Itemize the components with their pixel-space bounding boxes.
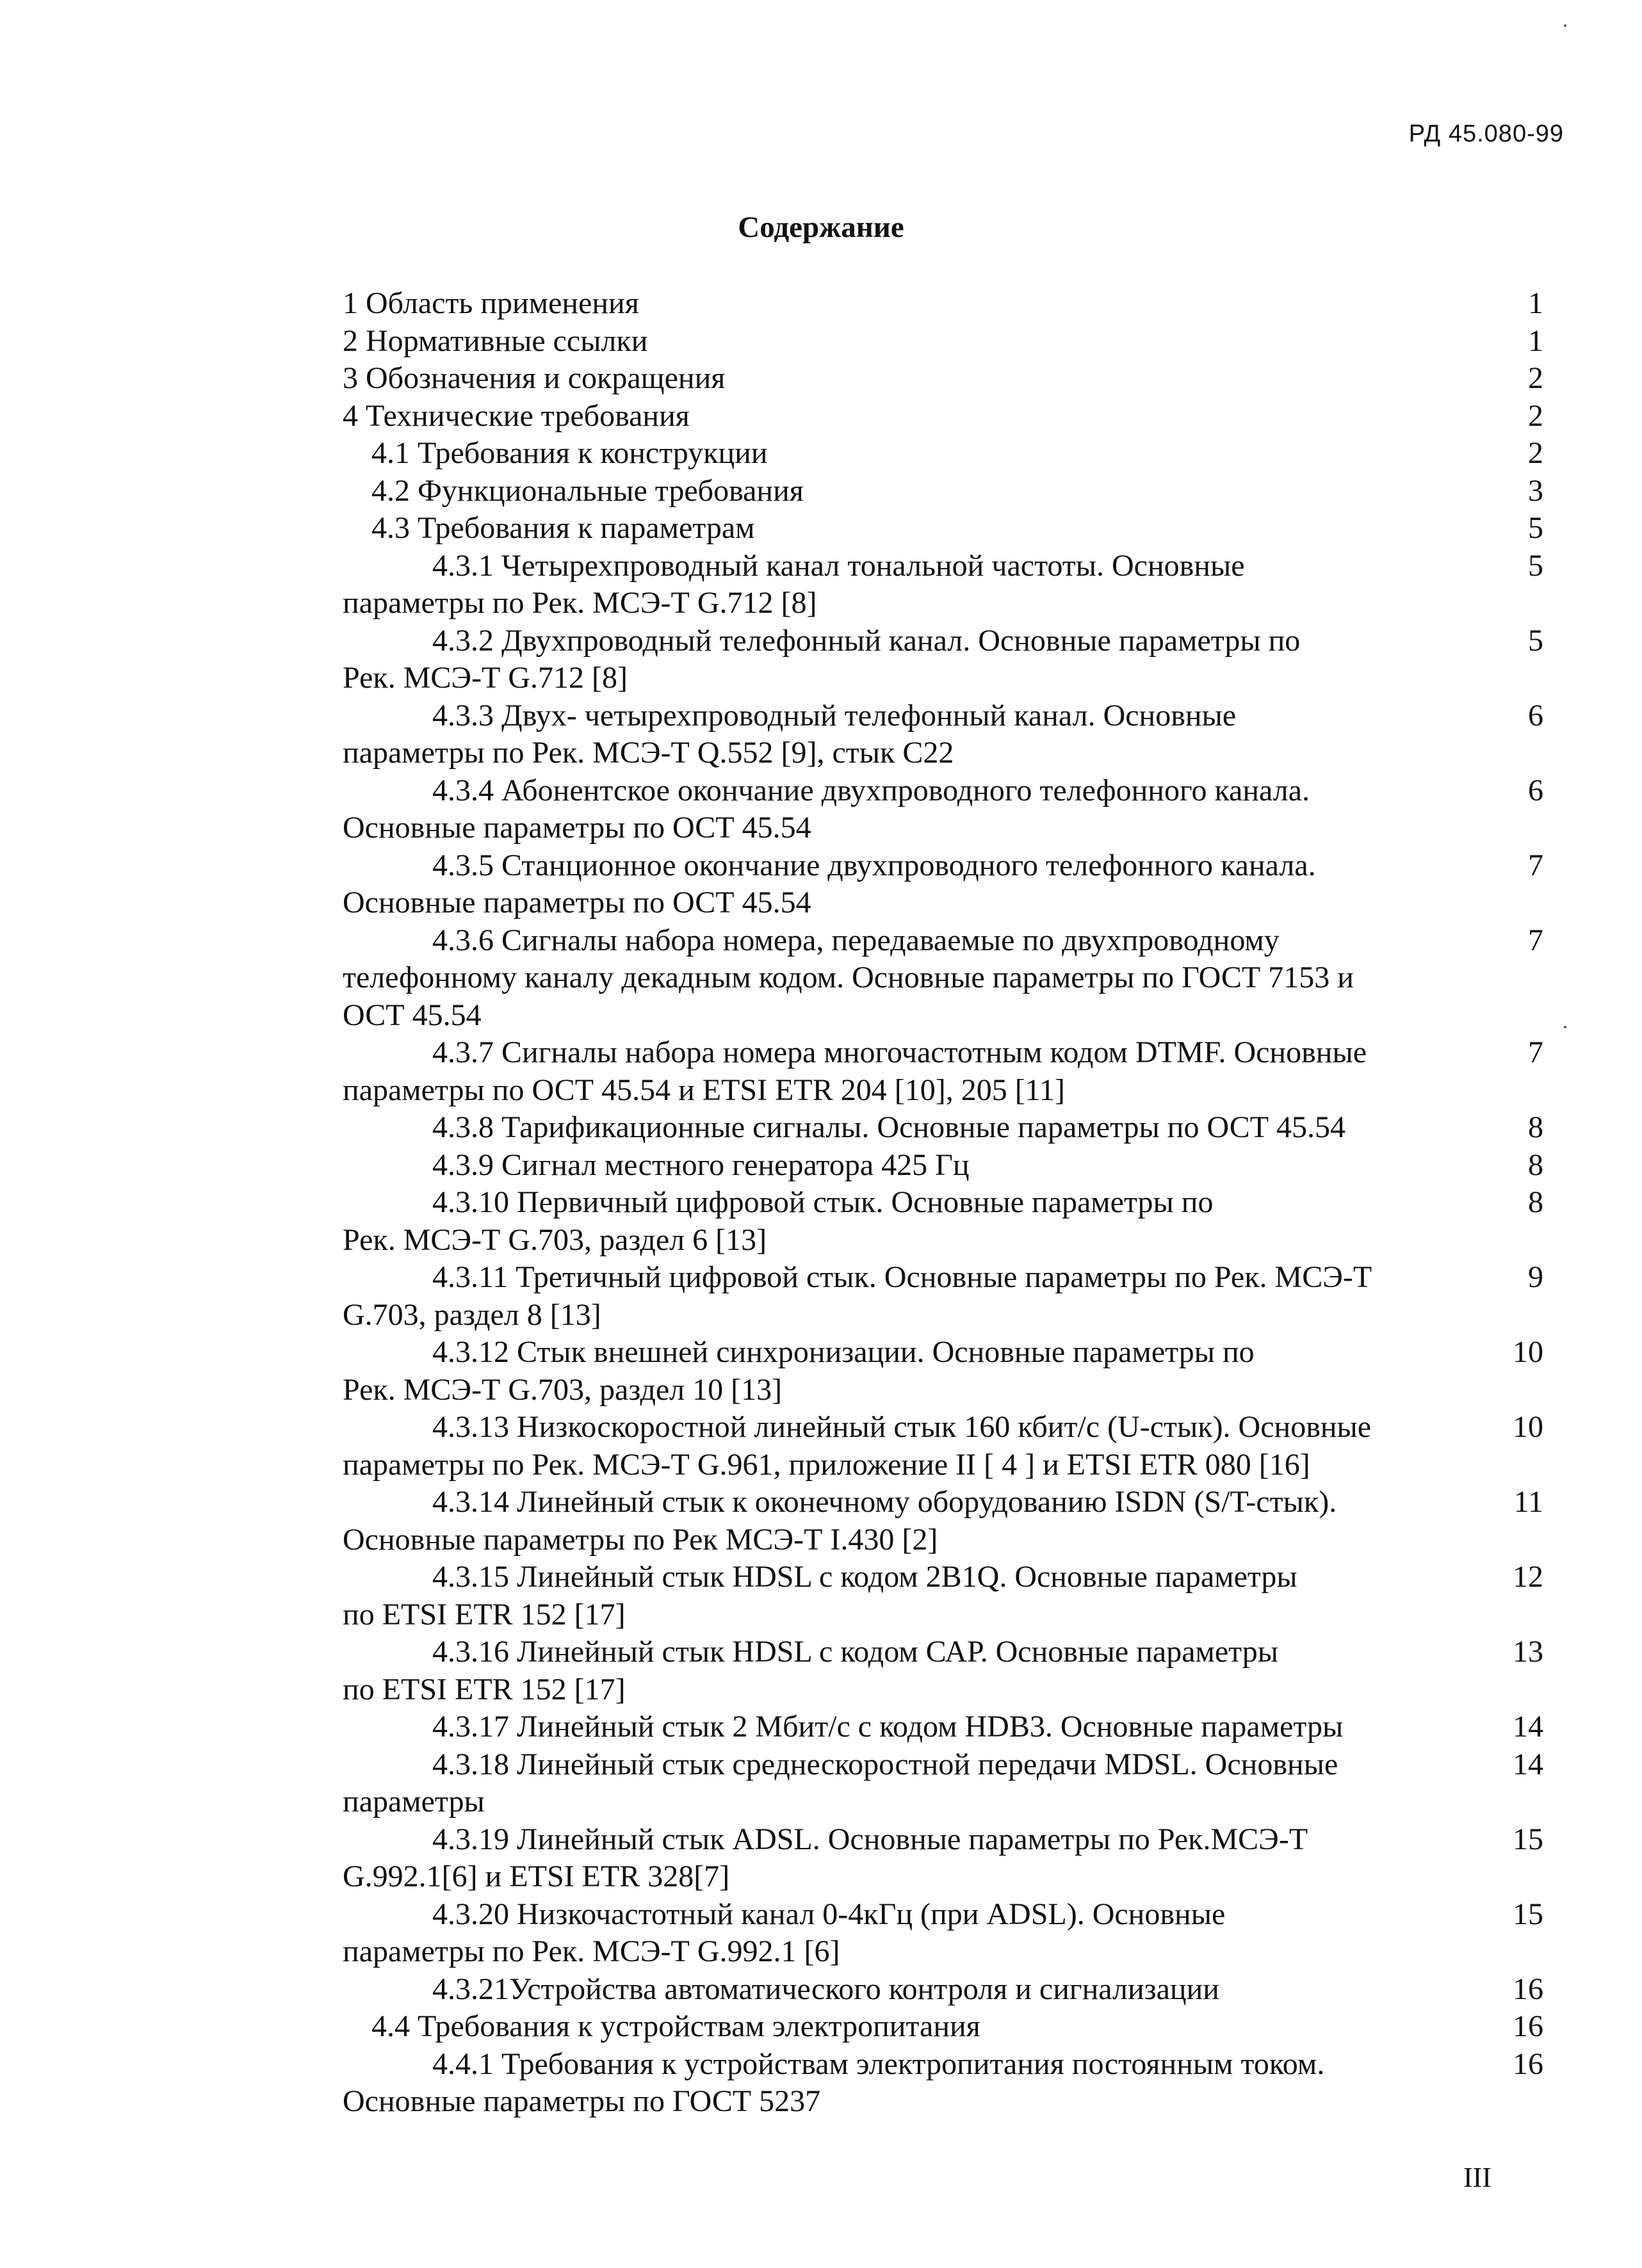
toc-entry-title: 4.3.11 Третичный цифровой стык. Основные параметры по Рек. МСЭ-Т G.703, раздел 8 [13] bbox=[343, 1260, 1372, 1332]
toc-entry-title: 4.3.5 Станционное окончание двухпроводного телефонного канала. Основные параметры по ОСТ 45.54 bbox=[343, 848, 1316, 919]
toc-entry bbox=[343, 1109, 1543, 1147]
toc-entry-page: 9 bbox=[1528, 1260, 1543, 1294]
toc-entry-page: 14 bbox=[1513, 1747, 1543, 1781]
toc-entry-page: 15 bbox=[1513, 1897, 1543, 1931]
toc-entry-title: 4.3.20 Низкочастотный канал 0-4кГц (при ADSL). Основные параметры по Рек. МСЭ-Т G.992.1 [6] bbox=[343, 1897, 1226, 1968]
toc-entry-page: 11 bbox=[1513, 1485, 1543, 1519]
toc-entry bbox=[343, 1708, 1543, 1746]
toc-entry-title: 4.3.6 Сигналы набора номера, передаваемые по двухпроводному телефонному каналу декадным кодом. Основные параметры по ГОСТ 7153 и ОСТ 45.54 bbox=[343, 923, 1354, 1032]
toc-entry-title: 4.3.16 Линейный стык HDSL с кодом САР. Основные параметры по ETSI ETR 152 [17] bbox=[343, 1635, 1278, 1706]
toc-entry-page: 12 bbox=[1513, 1560, 1543, 1594]
toc-entry-title: 3 Обозначения и сокращения bbox=[343, 361, 726, 395]
toc-entry bbox=[343, 547, 1543, 622]
toc-entry-title: 4.3.13 Низкоскоростной линейный стык 160 кбит/с (U-стык). Основные параметры по Рек. МСЭ-Т G.961, приложение II [ 4 ] и ETSI ETR 080 [16] bbox=[343, 1410, 1372, 1482]
toc-entry-page: 2 bbox=[1528, 436, 1543, 470]
toc-entry-title: 4.3.4 Абонентское окончание двухпроводного телефонного канала. Основные параметры по ОСТ 45.54 bbox=[343, 773, 1310, 845]
toc-entry-page: 15 bbox=[1513, 1822, 1543, 1856]
toc-entry bbox=[343, 1409, 1543, 1484]
toc-entry bbox=[343, 847, 1543, 922]
toc-entry bbox=[343, 697, 1543, 772]
toc-entry bbox=[343, 360, 1543, 398]
toc-entry-page: 6 bbox=[1528, 773, 1543, 807]
toc-entry-title: 4.3.7 Сигналы набора номера многочастотным кодом DTMF. Основные параметры по ОСТ 45.54 и ETSI ETR 204 [10], 205 [11] bbox=[343, 1035, 1367, 1107]
toc-entry bbox=[343, 1184, 1543, 1259]
toc-entry bbox=[343, 285, 1543, 323]
toc-entry bbox=[343, 435, 1543, 473]
toc-entry bbox=[343, 473, 1543, 510]
toc-entry-page: 13 bbox=[1513, 1635, 1543, 1669]
toc-entry bbox=[343, 1896, 1543, 1971]
toc-entry-page: 6 bbox=[1528, 698, 1543, 733]
toc-entry-title: 4.1 Требования к конструкции bbox=[371, 436, 768, 470]
toc-entry-title: 4.2 Функциональные требования bbox=[371, 473, 804, 508]
toc-entry-page: 8 bbox=[1528, 1147, 1543, 1182]
toc-entry-title: 4.3.21Устройства автоматического контроля и сигнализации bbox=[432, 1972, 1219, 2006]
toc-entry-title: 4.3.2 Двухпроводный телефонный канал. Основные параметры по Рек. МСЭ-Т G.712 [8] bbox=[343, 623, 1301, 695]
toc-entry-page: 14 bbox=[1513, 1710, 1543, 1744]
document-code: РД 45.080-99 bbox=[1408, 120, 1564, 147]
toc-entry bbox=[343, 2046, 1543, 2121]
toc-entry-page: 5 bbox=[1528, 511, 1543, 545]
toc-entry bbox=[343, 1971, 1543, 2009]
toc-entry bbox=[343, 922, 1543, 1035]
table-of-contents bbox=[343, 285, 1543, 2121]
toc-entry bbox=[343, 1821, 1543, 1896]
toc-entry-page: 16 bbox=[1513, 2009, 1543, 2043]
toc-entry-title: 4 Технические требования bbox=[343, 398, 690, 433]
toc-entry-page: 7 bbox=[1528, 923, 1543, 957]
toc-entry-title: 4.3.9 Сигнал местного генератора 425 Гц bbox=[432, 1147, 970, 1182]
toc-entry bbox=[343, 398, 1543, 435]
toc-entry-page: 16 bbox=[1513, 2046, 1543, 2081]
scan-speck bbox=[1564, 1026, 1566, 1028]
toc-entry-title: 4.3.10 Первичный цифровой стык. Основные параметры по Рек. МСЭ-Т G.703, раздел 6 [13] bbox=[343, 1185, 1214, 1257]
toc-entry-page: 16 bbox=[1513, 1972, 1543, 2006]
toc-entry-title: 4.4 Требования к устройствам электропитания bbox=[371, 2009, 980, 2043]
toc-entry-page: 3 bbox=[1528, 473, 1543, 508]
toc-entry bbox=[343, 1259, 1543, 1334]
toc-entry bbox=[343, 510, 1543, 547]
toc-entry-title: 4.3.12 Стык внешней синхронизации. Основные параметры по Рек. МСЭ-Т G.703, раздел 10 [13] bbox=[343, 1335, 1255, 1407]
toc-entry-page: 1 bbox=[1528, 323, 1543, 358]
toc-entry-title: 4.3 Требования к параметрам bbox=[371, 511, 755, 545]
toc-entry bbox=[343, 1746, 1543, 1821]
toc-entry-title: 4.3.8 Тарификационные сигналы. Основные параметры по ОСТ 45.54 bbox=[432, 1110, 1346, 1144]
toc-entry bbox=[343, 2008, 1543, 2046]
toc-entry bbox=[343, 1484, 1543, 1559]
toc-entry-title: 4.3.14 Линейный стык к оконечному оборудованию ISDN (S/T-стык). Основные параметры по Рек МСЭ-Т I.430 [2] bbox=[343, 1485, 1337, 1557]
scan-speck bbox=[1564, 24, 1566, 27]
toc-entry-page: 8 bbox=[1528, 1185, 1543, 1219]
page-number: III bbox=[1463, 2162, 1492, 2193]
toc-entry-page: 8 bbox=[1528, 1110, 1543, 1144]
toc-entry bbox=[343, 1334, 1543, 1409]
toc-entry-title: 4.3.18 Линейный стык среднескоростной передачи MDSL. Основные параметры bbox=[343, 1747, 1338, 1818]
toc-entry bbox=[343, 1034, 1543, 1109]
page-title: Содержание bbox=[738, 211, 904, 244]
toc-entry bbox=[343, 1147, 1543, 1185]
toc-entry bbox=[343, 772, 1543, 847]
toc-entry-title: 1 Область применения bbox=[343, 286, 639, 320]
toc-entry bbox=[343, 1559, 1543, 1633]
toc-entry-page: 10 bbox=[1513, 1335, 1543, 1369]
toc-entry bbox=[343, 622, 1543, 697]
toc-entry bbox=[343, 1633, 1543, 1708]
toc-entry-title: 4.4.1 Требования к устройствам электропитания постоянным током. Основные параметры по ГОСТ 5237 bbox=[343, 2046, 1325, 2118]
toc-entry-title: 4.3.1 Четырехпроводный канал тональной частоты. Основные параметры по Рек. МСЭ-Т G.712 [8] bbox=[343, 548, 1245, 620]
toc-entry-page: 10 bbox=[1513, 1410, 1543, 1444]
toc-entry bbox=[343, 323, 1543, 360]
toc-entry-page: 7 bbox=[1528, 848, 1543, 882]
toc-entry-page: 5 bbox=[1528, 548, 1543, 583]
toc-entry-page: 7 bbox=[1528, 1035, 1543, 1069]
toc-entry-title: 4.3.3 Двух- четырехпроводный телефонный канал. Основные параметры по Рек. МСЭ-Т Q.552 [9], стык С22 bbox=[343, 698, 1237, 770]
toc-entry-page: 2 bbox=[1528, 398, 1543, 433]
toc-entry-title: 4.3.17 Линейный стык 2 Мбит/с с кодом HDB3. Основные параметры bbox=[432, 1710, 1344, 1744]
toc-entry-page: 5 bbox=[1528, 623, 1543, 658]
toc-entry-title: 4.3.19 Линейный стык ADSL. Основные параметры по Рек.МСЭ-Т G.992.1[6] и ETSI ETR 328[7] bbox=[343, 1822, 1308, 1893]
toc-entry-page: 2 bbox=[1528, 361, 1543, 395]
toc-entry-page: 1 bbox=[1528, 286, 1543, 320]
toc-entry-title: 2 Нормативные ссылки bbox=[343, 323, 648, 358]
toc-entry-title: 4.3.15 Линейный стык HDSL с кодом 2B1Q. Основные параметры по ETSI ETR 152 [17] bbox=[343, 1560, 1297, 1632]
